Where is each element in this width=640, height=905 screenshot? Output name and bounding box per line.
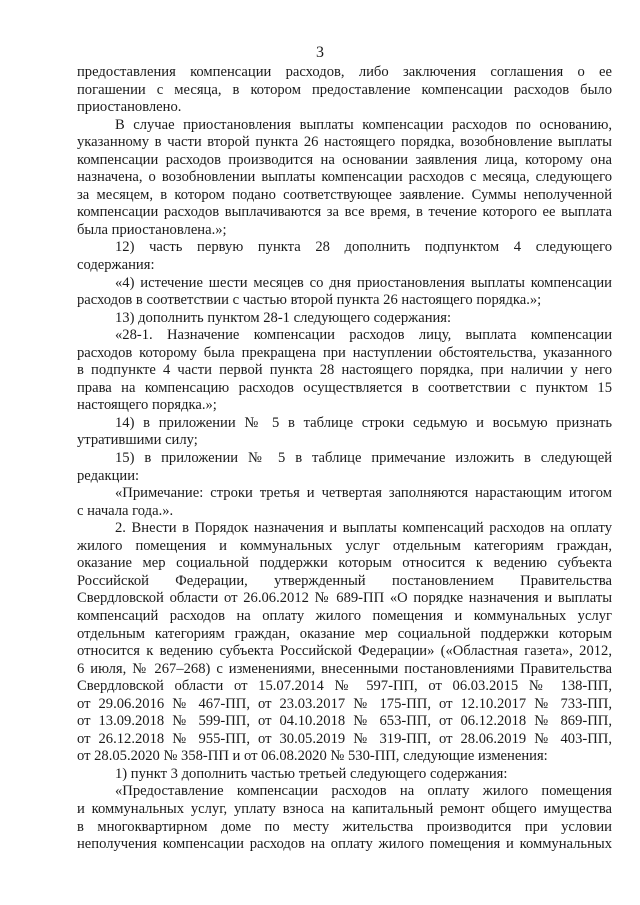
text-line: расходов в соответствии с частью второй пункта 26 настоящего порядка.»;: [77, 292, 542, 309]
text-line: за месяцем, в котором подано соответствующее заявление. Суммы неполученной: [77, 186, 612, 203]
text-line: отдельным категориям граждан, оказание мер социальной поддержки которым: [77, 625, 612, 642]
text-line: 14) в приложении № 5 в таблице строки седьмую и восьмую признать: [115, 414, 612, 431]
text-line: компенсации расходов выплачиваются за все время, в течение которого ее выплата: [77, 204, 612, 221]
text-line: от 29.06.2016 № 467-ПП, от 23.03.2017 № 175-ПП, от 12.10.2017 № 733-ПП,: [77, 695, 612, 712]
text-line: 15) в приложении № 5 в таблице примечание изложить в следующей: [115, 450, 612, 467]
text-line: 1) пункт 3 дополнить частью третьей следующего содержания:: [115, 765, 508, 782]
text-line: в подпункте 4 части первой пункта 28 настоящего порядка, при наличии у него: [77, 362, 612, 379]
text-line: оказание мер социальной поддержки которым относится к ведению субъекта: [77, 555, 612, 572]
page-number: 3: [316, 44, 324, 61]
text-line: Свердловской области от 15.07.2014 № 597-ПП, от 06.03.2015 № 138-ПП,: [77, 678, 612, 695]
text-line: «Примечание: строки третья и четвертая заполняются нарастающим итогом: [115, 485, 612, 502]
text-line: приостановлено.: [77, 99, 182, 116]
text-line: редакции:: [77, 467, 140, 484]
text-line: «4) истечение шести месяцев со дня приостановления выплаты компенсации: [115, 274, 612, 291]
text-line: утратившими силу;: [77, 432, 198, 449]
text-line: 6 июля, № 267–268) с изменениями, внесенными постановлениями Правительства: [77, 660, 612, 677]
document-body: [77, 64, 612, 854]
text-line: права на компенсацию расходов осуществляется в соответствии с пунктом 15: [77, 379, 612, 396]
text-line: назначена, о возобновлении выплаты компенсации расходов с месяца, следующего: [77, 169, 612, 186]
text-line: была приостановлена.»;: [77, 221, 227, 238]
text-line: от 26.12.2018 № 955-ПП, от 30.05.2019 № 319-ПП, от 28.06.2019 № 403-ПП,: [77, 730, 612, 747]
text-line: жилого помещения и коммунальных услуг отдельным категориям граждан,: [77, 537, 612, 554]
text-line: 13) дополнить пунктом 28-1 следующего содержания:: [115, 309, 452, 326]
text-line: относится к ведению субъекта Российской Федерации» («Областная газета», 2012,: [77, 643, 612, 660]
text-line: 2. Внести в Порядок назначения и выплаты компенсаций расходов на оплату: [115, 520, 612, 537]
text-line: компенсации расходов производится на основании заявления лица, которому она: [77, 151, 612, 168]
text-line: Российской Федерации, утвержденный постановлением Правительства: [77, 572, 612, 589]
text-line: от 13.09.2018 № 599-ПП, от 04.10.2018 № 653-ПП, от 06.12.2018 № 869-ПП,: [77, 713, 612, 730]
text-line: 12) часть первую пункта 28 дополнить подпунктом 4 следующего: [115, 239, 612, 256]
text-line: и коммунальных услуг, уплату взноса на капитальный ремонт общего имущества: [77, 800, 612, 817]
text-line: предоставления компенсации расходов, либо заключения соглашения о ее: [77, 64, 612, 80]
text-line: указанному в части второй пункта 26 настоящего порядка, возобновление выплаты: [77, 134, 612, 151]
text-line: с начала года.».: [77, 502, 174, 519]
text-line: от 28.05.2020 № 358-ПП и от 06.08.2020 № 530-ПП, следующие изменения:: [77, 748, 548, 765]
text-line: компенсаций расходов на оплату жилого помещения и коммунальных услуг: [77, 607, 612, 624]
text-line: В случае приостановления выплаты компенсации расходов по основанию,: [115, 116, 612, 133]
text-line: в многоквартирном доме по месту жительства производится при условии: [77, 818, 612, 835]
text-line: расходов которому была прекращена при наступлении обстоятельства, указанного: [77, 344, 612, 361]
text-line: погашении с месяца, в котором предоставление компенсации расходов было: [77, 81, 612, 98]
text-line: настоящего порядка.»;: [77, 397, 217, 414]
text-line: неполучения компенсации расходов на оплату жилого помещения и коммунальных: [77, 836, 612, 853]
text-line: Свердловской области от 26.06.2012 № 689-ПП «О порядке назначения и выплаты: [77, 590, 612, 607]
text-line: «28-1. Назначение компенсации расходов лицу, выплата компенсации: [115, 327, 612, 344]
text-line: содержания:: [77, 257, 155, 274]
text-line: «Предоставление компенсации расходов на оплату жилого помещения: [115, 783, 612, 800]
